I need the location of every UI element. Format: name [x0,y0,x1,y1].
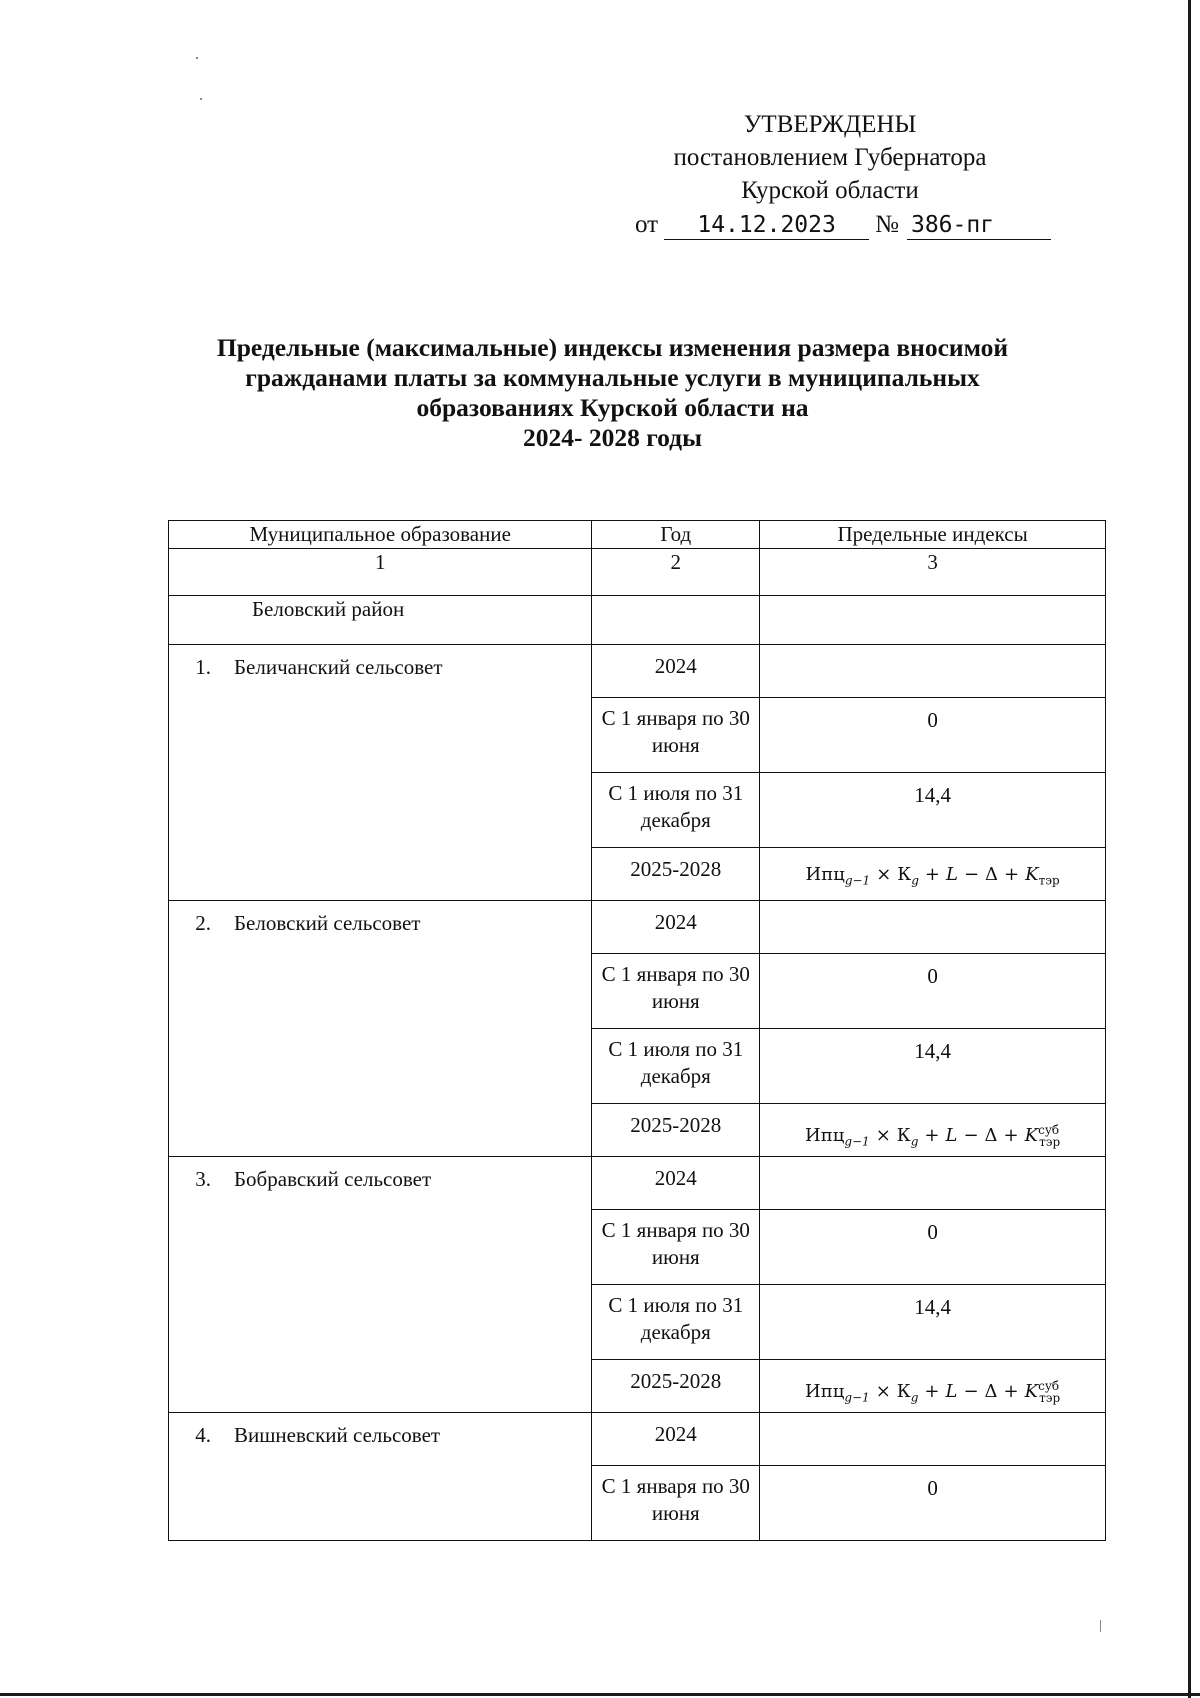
column-number: 3 [760,549,1106,596]
page-edge-right [1188,0,1191,1698]
period-cell: 2024 [592,645,760,698]
entities-body [169,645,1106,1541]
index-value-cell: 0 [760,1210,1106,1285]
title-line: гражданами платы за коммунальные услуги в муниципальных [245,363,980,392]
title-line: образованиях Курской области на [416,393,809,422]
index-value-cell [760,645,1106,698]
municipality-name: Беловский сельсовет [234,911,421,935]
table-row [169,1413,1106,1466]
approval-line: Курской области [741,177,919,204]
formula-sub: g−1 [844,1390,870,1405]
period-cell: 2025-2028 [592,848,760,901]
period-cell: 2025-2028 [592,1360,760,1413]
period-cell: С 1 января по 30 июня [592,954,760,1029]
empty-cell [592,596,760,645]
formula-sub: g [910,1390,919,1405]
index-value-cell: 14,4 [760,773,1106,848]
table-row [169,1157,1106,1210]
title-line: 2024- 2028 годы [522,423,702,452]
formula-sup: суб [1038,1379,1060,1393]
municipality-name: Бобравский сельсовет [234,1167,432,1191]
municipality-number: 1. [195,655,211,679]
approval-title: УТВЕРЖДЕНЫ [743,111,917,138]
column-number-row [169,549,1106,596]
date-prefix: от [635,211,659,238]
approval-signature-line [635,208,1051,241]
header-cell: Предельные индексы [760,521,1106,549]
table-row [169,901,1106,954]
period-cell: С 1 января по 30 июня [592,1210,760,1285]
index-value-cell [760,1157,1106,1210]
formula-sub: тэр [1039,1390,1061,1405]
municipality-cell [169,1413,592,1541]
period-cell: С 1 января по 30 июня [592,698,760,773]
municipality-cell [169,645,592,901]
index-value-cell: 14,4 [760,1029,1106,1104]
formula-symbol: K [1024,1125,1039,1146]
scan-speck [196,57,198,59]
formula-sub: тэр [1039,1134,1061,1149]
period-cell: С 1 января по 30 июня [592,1466,760,1541]
formula-cell: $Ипц_{g-1} \times К_g + L - \Delta + K^{суб}_{тэр}$ [760,1104,1106,1157]
header-cell: Год [592,521,760,549]
approval-stamp [600,108,1120,238]
period-cell: 2024 [592,901,760,954]
district-name: Беловский район [169,596,592,645]
formula-sup: суб [1038,1123,1060,1137]
title-line: Предельные (максимальные) индексы изменения размера вносимой [216,333,1009,362]
scan-speck [200,98,202,100]
formula-symbol: K [1024,1381,1039,1402]
formula-sub: тэр [1038,873,1060,888]
table-header-row [169,521,1106,549]
approval-line: постановлением Губернатора [673,144,987,171]
scan-speck [1100,1620,1101,1632]
formula-sub: g [910,1134,919,1149]
index-value-cell [760,901,1106,954]
period-cell: С 1 июля по 31 декабря [592,773,760,848]
table-row [169,645,1106,698]
index-value-cell: 0 [760,1466,1106,1541]
page-edge-bottom [0,1693,1200,1696]
document-title [150,333,1075,453]
formula-symbol: K [1025,864,1039,885]
index-value-cell [760,1413,1106,1466]
formula-cell: $Ипц_{g-1} \times К_g + L - \Delta + K^{суб}_{тэр}$ [760,1360,1106,1413]
index-value-cell: 14,4 [760,1285,1106,1360]
period-cell: С 1 июля по 31 декабря [592,1285,760,1360]
header-cell: Муниципальное образование [169,521,592,549]
column-number: 1 [169,549,592,596]
municipality-name: Вишневский сельсовет [234,1423,441,1447]
number-prefix: № [875,211,899,238]
indices-table [168,520,1106,1541]
column-number: 2 [592,549,760,596]
municipality-number: 3. [195,1167,211,1191]
municipality-number: 4. [195,1423,211,1447]
municipality-name: Беличанский сельсовет [234,655,443,679]
formula-sub: g−1 [844,1134,870,1149]
formula-sub: g−1 [844,873,871,888]
empty-cell [760,596,1106,645]
formula-cell: $Ипц_{g-1} \times К_g + L - \Delta + K_{тэр}$ [760,848,1106,901]
formula-sub: g [911,873,919,888]
index-value-cell: 0 [760,698,1106,773]
municipality-cell [169,1157,592,1413]
period-cell: 2024 [592,1413,760,1466]
approval-number: 386-пг [907,211,1051,240]
municipality-cell [169,901,592,1157]
period-cell: 2024 [592,1157,760,1210]
approval-date: 14.12.2023 [664,211,869,240]
municipality-number: 2. [195,911,211,935]
period-cell: 2025-2028 [592,1104,760,1157]
period-cell: С 1 июля по 31 декабря [592,1029,760,1104]
index-value-cell: 0 [760,954,1106,1029]
district-row [169,596,1106,645]
